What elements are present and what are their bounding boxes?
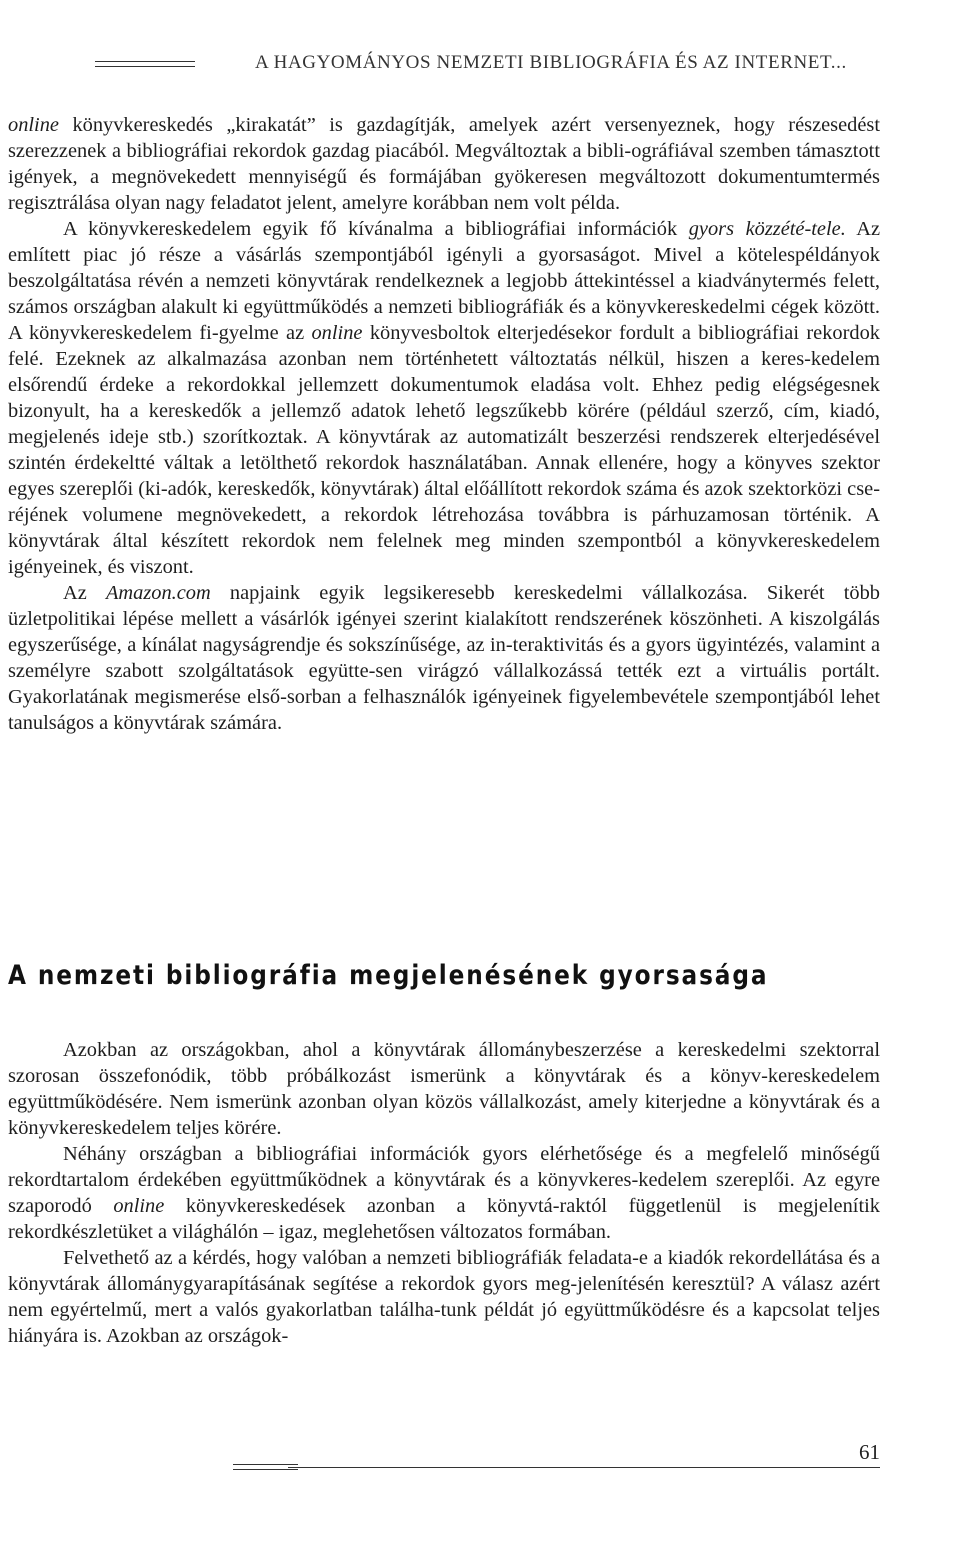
running-head-title: A HAGYOMÁNYOS NEMZETI BIBLIOGRÁFIA ÉS AZ INTERNET... [255, 52, 847, 73]
footer-rule [288, 1467, 880, 1468]
running-head-ornament [95, 61, 195, 67]
page-footer [8, 1430, 880, 1480]
paragraph: A könyvkereskedelem egyik fő kívánalma a bibliográfiai információk gyors közzété-tele. Az említett piac jó része a vásárlás szempontjából igényli a gyorsaságot. Mivel a kötelespéldányok beszolgáltatása révén a nemzeti könyvtárak rendelkeznek a legjobb áttekintéssel a kiadványtermés felett, számos országban alakult ki együttműködés a nemzeti bibliográfiák és a könyvkereskedelmi cégek között. A könyvkereskedelem fi-gyelme az online könyvesboltok elterjedésekor fordult a bibliográfiai rekordok felé. Ezeknek az alkalmazása azonban nem történhetett változtatás nélkül, hiszen a keres-kedelem elsőrendű érdeke a rekordokkal jellemzett dokumentumok eladása volt. Ehhez pedig elégségesnek bizonyult, ha a kereskedők a jellemző adatok lehető legszűkebb körére (például szerző, cím, kiadó, megjelenés ideje stb.) szorítkoztak. A könyvtárak az automatizált beszerzési rendszerek elterjedésével szintén érdekeltté váltak a letölthető rekordok használatában. Annak ellenére, hogy a könyves szektor egyes szereplői (ki-adók, kereskedők, könyvtárak) által előállított rekordok száma és azok szektorközi cse-réjének volumene megnövekedett, a rekordok létrehozása továbbra is párhuzamosan történik. A könyvtárak által készített rekordok nem felelnek meg minden szempontból a könyvkereskedelem igényeinek, és viszont. [8, 218, 880, 578]
paragraph: online könyvkereskedés „kirakatát” is gazdagítják, amelyek azért versenyeznek, hogy részesedést szerezzenek a bibliográfiai rekordok gazdag piacából. Megváltoztak a bibli-ográfiával szemben támasztott igények, a megnövekedett mennyiségű és formájában gyökeresen megváltozott dokumentumtermés regisztrálása olyan nagy feladatot jelent, amelyre korábban nem volt példa. [8, 114, 880, 214]
paragraph: Felvethető az a kérdés, hogy valóban a nemzeti bibliográfiák feladata-e a kiadók rekordellátása és a könyvtárak állománygyarapításának segítése a rekordok gyors meg-jelenítésén keresztül? A válasz azért nem egyértelmű, mert a valós gyakorlatban találha-tunk példát jó együttműködésre és a kapcsolat teljes hiányára is. Azokban az országok- [8, 1247, 880, 1347]
paragraph: Néhány országban a bibliográfiai információk gyors elérhetősége és a megfelelő minőségű rekordtartalom érdekében együttműködnek a könyvtárak és a könyvkeres-kedelem szereplői. Az egyre szaporodó online könyvkereskedések azonban a könyvtá-raktól függetlenül is megjelenítik rekordkészletüket a világhálón – igaz, meglehetősen változatos formában. [8, 1143, 880, 1243]
section-heading: A nemzeti bibliográfia megjelenésének gyorsasága [8, 960, 769, 991]
page-number: 61 [859, 1440, 880, 1464]
paragraph: Az Amazon.com napjaink egyik legsikeresebb kereskedelmi vállalkozása. Sikerét több üzletpolitikai lépése mellett a vásárlók igényei szerint kialakított rendszerének köszönheti. A kiszolgálás egyszerűsége, a kínálat nagyságrendje és sokszínűsége, az in-teraktivitás és a gyors ügyintézés, valamint a személyre szabott szolgáltatások együtte-sen virágzó vállalkozássá tették ezt a virtuális portált. Gyakorlatának megismerése első-sorban a felhasználók igényeinek figyelembevétele szempontjából lehet tanulságos a könyvtárak számára. [8, 582, 881, 734]
running-head [95, 52, 880, 78]
paragraph: Azokban az országokban, ahol a könyvtárak állománybeszerzése a kereskedelmi szektorral szorosan összefonódik, több próbálkozást ismerünk a könyvtárak és a könyv-kereskedelem együttműködésére. Nem ismerünk azonban olyan közös vállalkozást, amely kiterjedne a könyvtárak és a könyvkereskedelem teljes körére. [8, 1039, 880, 1139]
body-text-section-1 [8, 112, 880, 736]
body-text-section-2 [8, 1037, 880, 1349]
